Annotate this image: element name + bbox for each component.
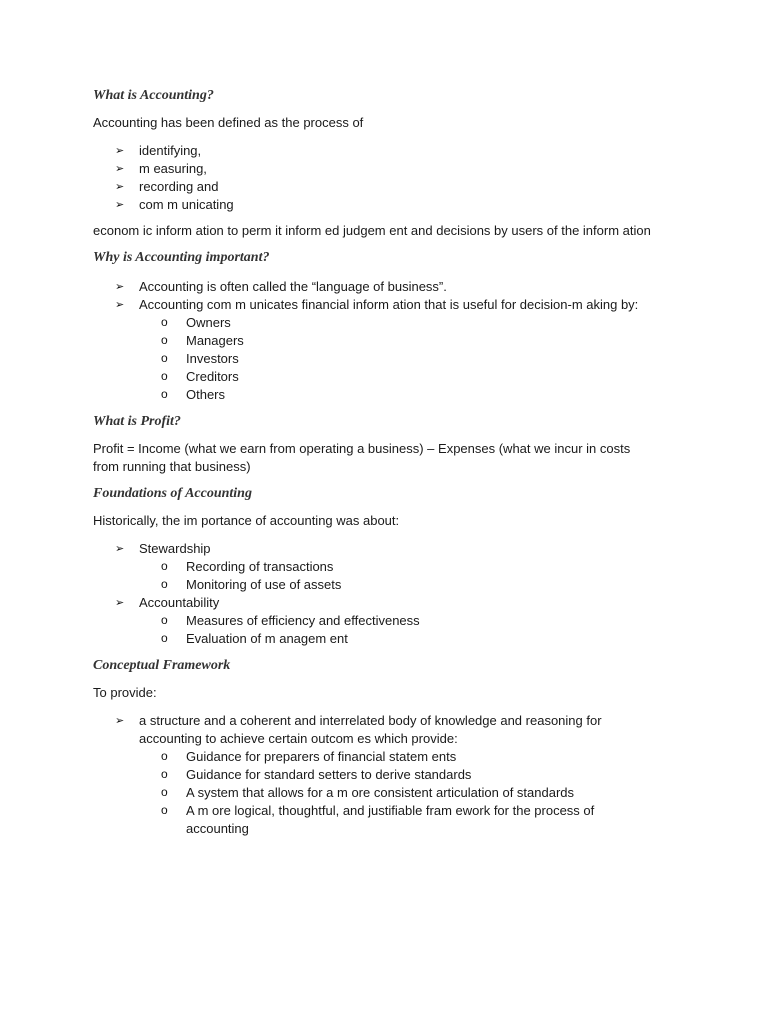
arrow-bullet-icon: ➢ (115, 145, 125, 157)
heading-why-important: Why is Accounting important? (93, 250, 270, 265)
arrow-bullet-icon: ➢ (115, 163, 125, 175)
process-list (93, 142, 693, 214)
arrow-bullet-icon: ➢ (115, 299, 125, 311)
paragraph-profit-line-2: from running that business) (93, 459, 251, 474)
users-list (93, 314, 693, 404)
circle-bullet-icon: o (161, 803, 168, 817)
list-item: ➢ Accounting is often called the “language of business”. (115, 279, 447, 294)
list-item: ➢ m easuring, (115, 161, 207, 176)
accountability-sublist (93, 612, 693, 648)
circle-bullet-icon: o (161, 631, 168, 645)
arrow-bullet-icon: ➢ (115, 715, 125, 727)
foundations-list-cont (93, 594, 693, 612)
list-item: o Creditors (161, 369, 239, 384)
foundations-list (93, 540, 693, 558)
list-item: ➢ recording and (115, 179, 219, 194)
list-item: o A system that allows for a m ore consistent articulation of standards (161, 785, 575, 800)
list-item: ➢ com m unicating (115, 197, 234, 212)
list-item: ➢ Stewardship (115, 541, 211, 556)
list-item: o Evaluation of m anagem ent (161, 631, 348, 646)
arrow-bullet-icon: ➢ (115, 543, 125, 555)
framework-sublist (93, 748, 693, 838)
paragraph-to-provide: To provide: (93, 685, 157, 700)
circle-bullet-icon: o (161, 613, 168, 627)
arrow-bullet-icon: ➢ (115, 597, 125, 609)
list-item: o Measures of efficiency and effectiveness (161, 613, 420, 628)
list-item: o Managers (161, 333, 244, 348)
arrow-bullet-icon: ➢ (115, 199, 125, 211)
arrow-bullet-icon: ➢ (115, 181, 125, 193)
list-item: o A m ore logical, thoughtful, and justifiable fram ework for the process of accounting (161, 803, 595, 836)
circle-bullet-icon: o (161, 369, 168, 383)
circle-bullet-icon: o (161, 351, 168, 365)
framework-list (93, 712, 693, 748)
arrow-bullet-icon: ➢ (115, 281, 125, 293)
heading-conceptual-framework: Conceptual Framework (93, 658, 231, 673)
circle-bullet-icon: o (161, 767, 168, 781)
list-item: ➢ Accountability (115, 595, 220, 610)
paragraph-definition: Accounting has been defined as the process of (93, 115, 364, 130)
circle-bullet-icon: o (161, 333, 168, 347)
list-item: o Owners (161, 315, 231, 330)
circle-bullet-icon: o (161, 785, 168, 799)
paragraph-profit-line-1: Profit = Income (what we earn from operating a business) – Expenses (what we incur in costs (93, 441, 631, 456)
list-item: o Investors (161, 351, 239, 366)
stewardship-sublist (93, 558, 693, 594)
list-item: o Recording of transactions (161, 559, 334, 574)
circle-bullet-icon: o (161, 315, 168, 329)
document-body (93, 86, 693, 838)
list-item: o Others (161, 387, 226, 402)
circle-bullet-icon: o (161, 559, 168, 573)
paragraph-historically: Historically, the im portance of accounting was about: (93, 513, 400, 528)
paragraph-economic-information: econom ic inform ation to perm it inform ed judgem ent and decisions by users of the inform ation (93, 223, 651, 238)
circle-bullet-icon: o (161, 749, 168, 763)
importance-list (93, 278, 693, 314)
list-item: o Guidance for standard setters to derive standards (161, 767, 472, 782)
heading-foundations: Foundations of Accounting (93, 486, 252, 501)
list-item: ➢ a structure and a coherent and interrelated body of knowledge and reasoning for accounting to achieve certain outcom es which provide: (115, 713, 602, 746)
circle-bullet-icon: o (161, 577, 168, 591)
list-item: ➢ Accounting com m unicates financial inform ation that is useful for decision-m aking by: (115, 297, 639, 312)
list-item: o Guidance for preparers of financial statem ents (161, 749, 457, 764)
heading-what-is-profit: What is Profit? (93, 414, 181, 429)
list-item: o Monitoring of use of assets (161, 577, 342, 592)
circle-bullet-icon: o (161, 387, 168, 401)
list-item: ➢ identifying, (115, 143, 202, 158)
heading-what-is-accounting: What is Accounting? (93, 88, 214, 103)
